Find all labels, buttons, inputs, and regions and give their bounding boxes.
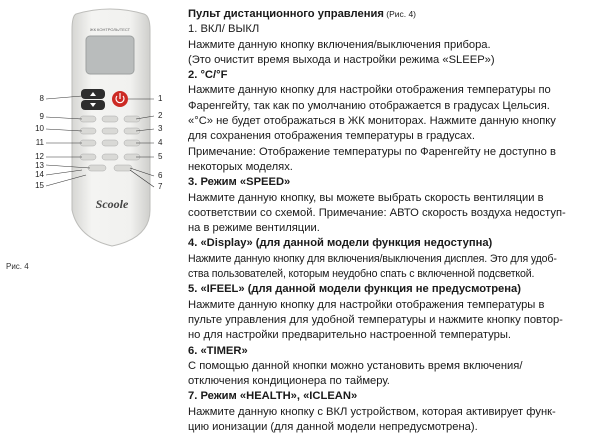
text-line: Фаренгейту, так как по умолчанию отображается в градусах Цельсия. [188, 99, 550, 112]
callout-12: 12 [35, 152, 44, 161]
lcd-screen [86, 36, 134, 74]
text-line: Нажмите данную кнопку, вы можете выбрать скорость вентиляции в [188, 191, 544, 204]
sleep-button [80, 140, 96, 146]
brand-logo: Scoole [95, 197, 129, 211]
callout-10: 10 [35, 124, 44, 133]
mode-button [80, 116, 96, 122]
item-7-title: 7. Режим «HEALTH», «ICLEAN» [188, 390, 358, 403]
text-line: Нажмите данную кнопку для настройки отображения температуры по [188, 84, 551, 97]
text-line: пульте управления для удобной температуры и нажмите кнопку повтор- [188, 313, 563, 326]
figure-caption: Рис. 4 [6, 262, 29, 271]
callout-3: 3 [158, 124, 163, 133]
callout-1: 1 [158, 94, 163, 103]
fan-button [80, 154, 96, 160]
callout-5: 5 [158, 152, 163, 161]
item-1-title: 1. ВКЛ/ ВЫКЛ [188, 23, 260, 36]
text-line: но для настройки предварительно настроенной температуры. [188, 329, 511, 342]
callout-15: 15 [35, 181, 44, 190]
heading-title: Пульт дистанционного управления [188, 8, 384, 20]
text-line: на в режиме вентиляции. [188, 222, 320, 235]
text-line: Нажмите данную кнопку для настройки отображения температуры в [188, 298, 545, 311]
screen-label: ЖК КОНТРОЛЬ/ТЕСТ [89, 27, 131, 32]
callout-2: 2 [158, 111, 163, 120]
callout-11: 11 [35, 138, 44, 147]
text-line: отключения кондиционера по таймеру. [188, 375, 390, 388]
callout-7: 7 [158, 182, 163, 191]
remote-figure [0, 0, 190, 420]
text-line: Нажмите данную кнопку включения/выключения прибора. [188, 38, 491, 51]
text-line: «°C» не будет отображаться в ЖК мониторах. Нажмите данную кнопку [188, 115, 556, 128]
text-line: С помощью данной кнопки можно установить время включения/ [188, 359, 523, 372]
callout-4: 4 [158, 138, 163, 147]
timer-button [102, 116, 118, 122]
text-line: для сохранения отображения температуры в градусах. [188, 130, 475, 143]
text-line: Нажмите данную кнопку с ВКЛ устройством, которая активирует функ- [188, 405, 556, 418]
text-line: соответствии со схемой. Примечание: АВТО скорость воздуха недоступ- [188, 206, 566, 219]
eco-button [114, 165, 132, 171]
callout-14: 14 [35, 170, 44, 179]
light-button [88, 165, 106, 171]
item-5-title: 5. «IFEEL» (для данной модели функция не предусмотрена) [188, 283, 521, 296]
text-line: некоторых моделях. [188, 160, 293, 173]
heading-figure-ref: (Рис. 4) [383, 9, 417, 19]
item-3-title: 3. Режим «SPEED» [188, 176, 291, 189]
callout-9: 9 [39, 112, 44, 121]
text-line: ства пользователей, которым неудобно спать с включенной подсветкой. [188, 268, 535, 281]
item-2-title: 2. °C/°F [188, 69, 228, 82]
section-heading [188, 7, 602, 22]
callout-13: 13 [35, 161, 44, 170]
text-line: цию ионизации (для данной модели непредусмотрена). [188, 421, 478, 434]
item-4-title: 4. «Display» (для данной модели функция недоступна) [188, 237, 493, 250]
text-line: Нажмите данную кнопку для включения/выключения дисплея. Это для удоб- [188, 252, 557, 265]
instructions-text [188, 7, 602, 435]
text-line: (Это очистит время выхода и настройки режима «SLEEP») [188, 53, 495, 66]
text-line: Примечание: Отображение температуры по Фаренгейту не доступно в [188, 145, 556, 158]
turbo-button [102, 140, 118, 146]
health-button [102, 154, 118, 160]
cf-button [102, 128, 118, 134]
swing-button [80, 128, 96, 134]
callout-8: 8 [39, 94, 44, 103]
item-6-title: 6. «TIMER» [188, 344, 248, 357]
callout-6: 6 [158, 171, 163, 180]
